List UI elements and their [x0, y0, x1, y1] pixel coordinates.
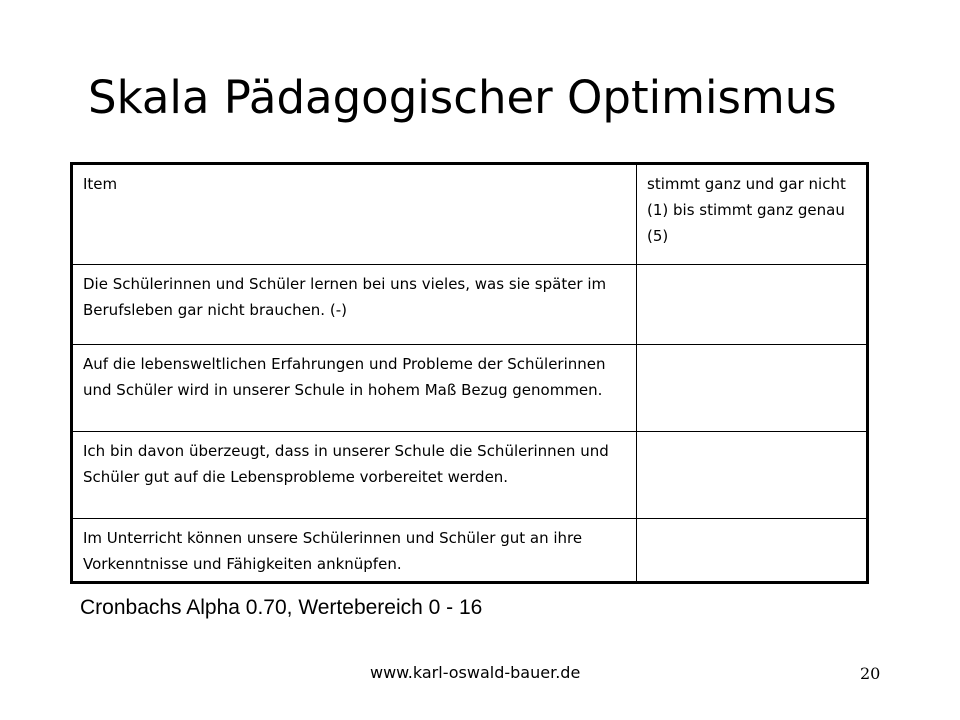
table-row — [72, 345, 868, 432]
reliability-footnote: Cronbachs Alpha 0.70, Wertebereich 0 - 16 — [80, 596, 483, 619]
slide-title: Skala Pädagogischer Optimismus — [88, 71, 837, 124]
footer-url: www.karl-oswald-bauer.de — [370, 663, 581, 682]
header-rating-cell: stimmt ganz und gar nicht (1) bis stimmt ganz genau (5) — [637, 164, 868, 265]
rating-cell — [637, 345, 868, 432]
table-row — [72, 265, 868, 345]
table-row — [72, 432, 868, 519]
table-header-row — [72, 164, 868, 265]
header-item-cell: Item — [72, 164, 637, 265]
item-text-cell: Auf die lebensweltlichen Erfahrungen und Probleme der Schülerinnen und Schüler wird in unserer Schule in hohem Maß Bezug genommen. — [72, 345, 637, 432]
rating-cell — [637, 432, 868, 519]
item-table — [70, 162, 869, 584]
item-text-cell: Die Schülerinnen und Schüler lernen bei uns vieles, was sie später im Berufsleben gar nicht brauchen. (-) — [72, 265, 637, 345]
rating-cell — [637, 265, 868, 345]
item-text-cell: Im Unterricht können unsere Schülerinnen und Schüler gut an ihre Vorkenntnisse und Fähigkeiten anknüpfen. — [72, 519, 637, 583]
page-number: 20 — [860, 664, 881, 683]
item-text-cell: Ich bin davon überzeugt, dass in unserer Schule die Schülerinnen und Schüler gut auf die Lebensprobleme vorbereitet werden. — [72, 432, 637, 519]
table-row — [72, 519, 868, 583]
rating-cell — [637, 519, 868, 583]
